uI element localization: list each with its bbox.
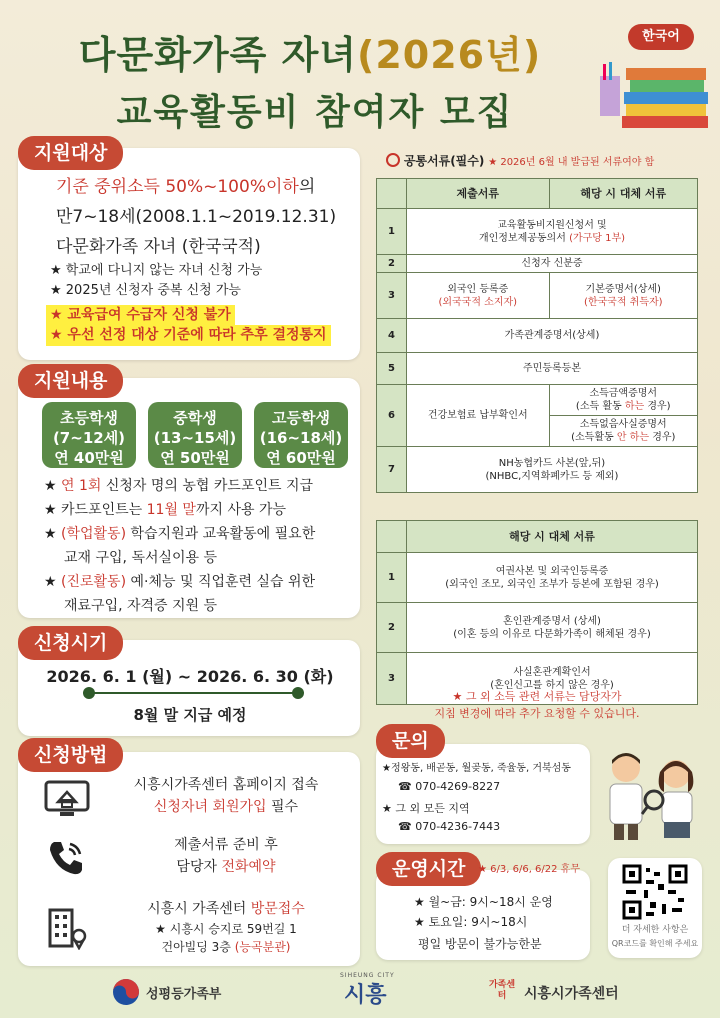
hours-closed: ★ 6/3, 6/6, 6/22 휴무: [478, 864, 581, 875]
support-box-elementary: 초등학생 (7~12세) 연 40만원: [42, 402, 136, 468]
footer-city-logo: 시흥: [344, 983, 387, 1008]
eligibility-note1: ★ 학교에 다니지 않는 자녀 신청 가능: [50, 263, 263, 278]
eligibility-nationality: 다문화가족 자녀 (한국국적): [56, 237, 261, 257]
eligibility-warning2: ★ 우선 선정 대상 기준에 따라 추후 결정통지: [46, 325, 331, 346]
period-dot-start: [83, 687, 95, 699]
docs-col2: 해당 시 대체 서류: [549, 179, 697, 209]
method-heading: 신청방법: [18, 738, 123, 772]
footer-center-name: 시흥시가족센터: [524, 986, 619, 1002]
period-heading: 신청시기: [18, 626, 123, 660]
page-title-line1: 다문화가족 자녀(2026년): [78, 33, 542, 77]
alt-docs-table: [376, 520, 698, 705]
support-bullet4-line2: 재료구입, 자격증 지원 등: [64, 598, 218, 614]
table-row: 2 혼인관계증명서 (상세) (이혼 등의 이유로 다문화가족이 해체된 경우): [377, 603, 698, 653]
footer-ministry: 성평등가족부: [146, 987, 222, 1002]
table-row: 2 신청자 신분증: [377, 255, 698, 273]
support-heading: 지원내용: [18, 364, 123, 398]
method2-text: 제출서류 준비 후 담당자 전화예약: [174, 837, 278, 875]
support-box-middle: 중학생 (13~15세) 연 50만원: [148, 402, 242, 468]
docs-note1: ★ 그 외 소득 관련 서류는 담당자가: [452, 690, 622, 703]
support-bullet2: ★ 카드포인트는 11월 말까지 사용 가능: [44, 502, 286, 518]
contact-heading: 문의: [376, 724, 445, 758]
eligibility-income: 기준 중위소득 50%~100%이하의: [56, 177, 316, 197]
hours-note: 평일 방문이 불가능한분: [418, 937, 542, 951]
check-icon: [386, 153, 400, 167]
eligibility-heading: 지원대상: [18, 136, 123, 170]
building-location-icon: [46, 904, 88, 950]
hours-saturday: ★ 토요일: 9시~18시: [414, 915, 528, 929]
docs-heading-row: 공통서류(필수) ★ 2026년 6월 내 발급된 서류여야 함: [386, 152, 654, 172]
support-bullet3-line2: 교재 구입, 독서실이용 등: [64, 550, 218, 566]
period-dot-end: [292, 687, 304, 699]
page-title-line2: 교육활동비 참여자 모집: [116, 92, 514, 133]
table-row: 4 가족관계증명서(상세): [377, 319, 698, 353]
hours-heading: 운영시간: [376, 852, 481, 886]
table-row: 1 교육활동비지원신청서 및 개인정보제공동의서 (가구당 1부): [377, 209, 698, 255]
period-payment: 8월 말 지급 예정: [133, 706, 247, 724]
children-magnifier-illustration-icon: [592, 742, 712, 842]
docs-note2: 지침 변경에 따라 추가 요청할 수 있습니다.: [434, 707, 640, 720]
support-box-high: 고등학생 (16~18세) 연 60만원: [254, 402, 348, 468]
docs-col1: 제출서류: [407, 179, 550, 209]
qr-caption2: QR코드를 확인해 주세요: [611, 939, 699, 948]
eligibility-age: 만7~18세(2008.1.1~2019.12.31): [56, 207, 337, 227]
method3-text: 시흥시 가족센터 방문접수 ★ 시흥시 승지로 59번길 1 건아빌딩 3층 (능곡분관): [147, 901, 305, 954]
hours-weekday: ★ 월~금: 9시~18시 운영: [414, 895, 553, 909]
table-row: 5 주민등록등본: [377, 353, 698, 385]
qr-card[interactable]: [608, 858, 702, 958]
phone-icon: [46, 838, 86, 878]
table-row: 1 여권사본 및 외국인등록증 (외국인 조모, 외국인 조부가 등본에 포함된 경우): [377, 553, 698, 603]
eligibility-note2: ★ 2025년 신청자 중복 신청 가능: [50, 283, 241, 298]
eligibility-warning1: ★ 교육급여 수급자 신청 불가: [46, 305, 235, 326]
table-row: 6 건강보험료 납부확인서 소득금액증명서 (소득 활동 하는 경우): [377, 385, 698, 416]
ministry-emblem-icon: [112, 978, 140, 1006]
period-dates: 2026. 6. 1 (월) ~ 2026. 6. 30 (화): [46, 667, 334, 686]
table-row: 소득없음사실증명서 (소득활동 안 하는 경우): [377, 416, 698, 447]
contact-phone2[interactable]: ☎ 070-4236-7443: [398, 820, 501, 833]
support-bullet1: ★ 연 1회 신청자 명의 농협 카드포인트 지급: [44, 478, 314, 494]
home-computer-icon: [44, 780, 90, 818]
table-row: 7 NH농협카드 사본(앞,뒤) (NHBC,지역화폐카드 등 제외): [377, 447, 698, 493]
alt-docs-heading: 해당 시 대체 서류: [407, 521, 698, 553]
docs-table: [376, 178, 698, 493]
table-row: 3 외국인 등록증 (외국국적 소지자) 기본증명서(상세) (한국국적 취득자): [377, 273, 698, 319]
method1-text: 시흥시가족센터 홈페이지 접속 신청자녀 회원가입 필수: [133, 777, 319, 815]
support-bullet4: ★ (진로활동) 예·체능 및 직업훈련 실습 위한: [44, 574, 316, 590]
contact-phone1[interactable]: ☎ 070-4269-8227: [398, 780, 501, 793]
footer-center-logo: 가족센터: [488, 980, 516, 1001]
contact-area2: ★ 그 외 모든 지역: [382, 802, 470, 815]
period-timeline: [88, 692, 298, 694]
footer-city-small: SIHEUNG CITY: [340, 972, 395, 979]
qr-code-icon: [622, 864, 688, 920]
contact-area1: ★정왕동, 배곧동, 월곶동, 죽율동, 거북섬동: [382, 763, 571, 774]
qr-caption1: 더 자세한 사항은: [621, 925, 689, 935]
language-badge[interactable]: 한국어: [628, 24, 694, 50]
books-illustration-icon: [600, 54, 710, 134]
table-row: 3 사실혼관계확인서 (혼인신고를 하지 않은 경우): [377, 653, 698, 705]
support-bullet3: ★ (학업활동) 학습지원과 교육활동에 필요한: [44, 526, 316, 542]
